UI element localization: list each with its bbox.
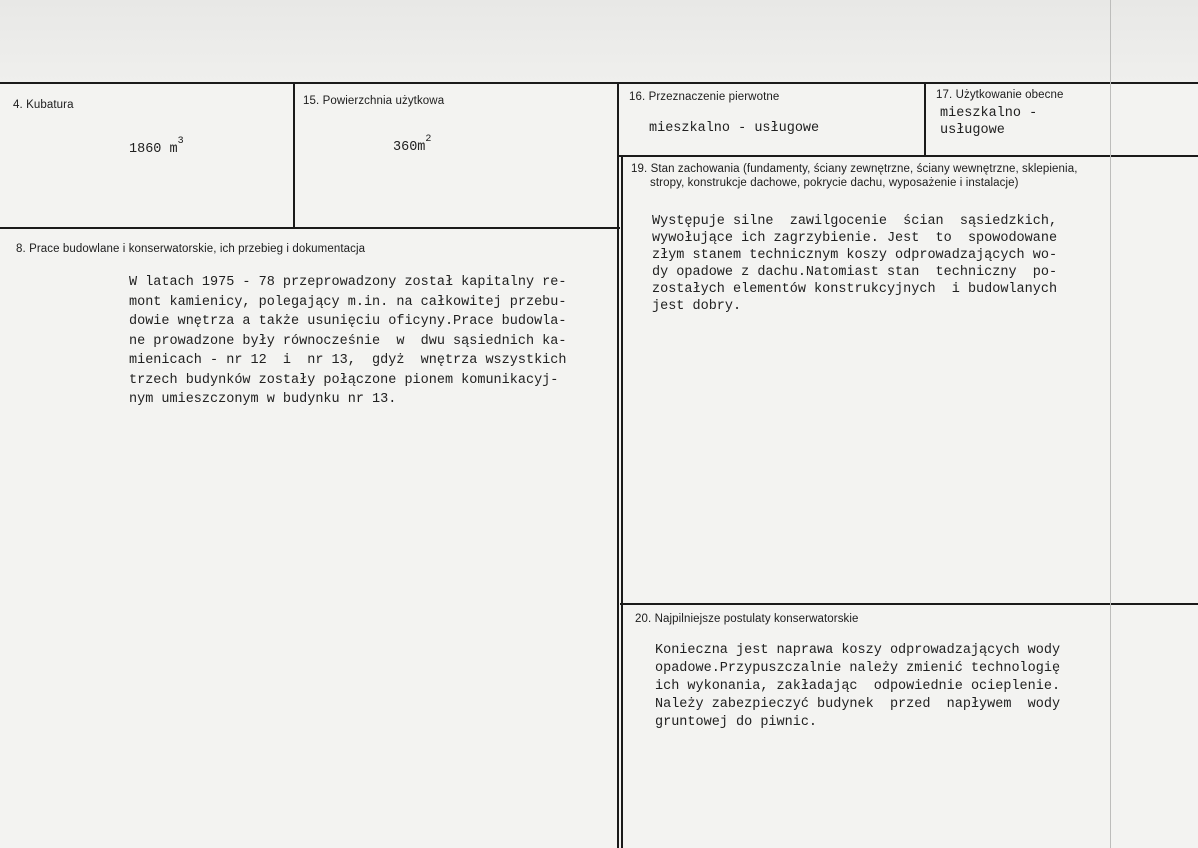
kubatura-value [129,136,184,161]
uzytkowanie-value-line-1: mieszkalno - [940,106,1038,121]
stan-line: dy opadowe z dachu.Natomiast stan techniczny po- [652,265,1058,280]
powierzchnia-number: 360m [393,140,426,155]
prace-line: ne prowadzone były równocześnie w dwu sąsiednich ka- [129,333,567,349]
uzytkowanie-label: 17. Użytkowanie obecne [936,89,1064,101]
stan-line: zostałych elementów konstrukcyjnych i budowlanych [652,282,1058,297]
divider-uzytkowanie [924,82,926,157]
prace-line: mienicach - nr 12 i nr 13, gdyż wnętrza wszystkich [129,353,567,368]
postulaty-line: gruntowej do piwnic. [655,715,818,730]
divider-center [617,82,619,848]
prace-line: mont kamienicy, polegający m.in. na całkowitej przebu- [129,294,567,310]
stan-label-line-2: stropy, konstrukcje dachowe, pokrycie dachu, wyposażenie i instalacje) [650,177,1019,189]
right-edge-line [1110,0,1111,848]
uzytkowanie-value-line-2: usługowe [940,123,1005,138]
stan-line: wywołujące ich zagrzybienie. Jest to spowodowane [652,231,1058,246]
postulaty-line: Należy zabezpieczyć budynek przed napływem wody [655,697,1061,712]
postulaty-label: 20. Najpilniejsze postulaty konserwatorskie [635,613,859,625]
prace-label: 8. Prace budowlane i konserwatorskie, ich przebieg i dokumentacja [16,243,366,255]
powierzchnia-label: 15. Powierzchnia użytkowa [303,95,445,107]
divider-kubatura [293,82,295,229]
prace-line: dowie wnętrza a także usunięciu oficyny.Prace budowla- [129,314,567,329]
kubatura-label: 4. Kubatura [13,99,74,111]
rule-below-area-fields [0,227,620,229]
powierzchnia-value [393,134,432,159]
stan-line: jest dobry. [652,299,742,314]
prace-line: W latach 1975 - 78 przeprowadzony został kapitalny re- [129,275,567,290]
postulaty-line: Konieczna jest naprawa koszy odprowadzających wody [655,643,1061,658]
kubatura-number: 1860 m [129,142,178,157]
page-top-margin [0,0,1198,82]
postulaty-line: opadowe.Przypuszczalnie należy zmienić technologię [655,661,1061,676]
powierzchnia-unit-exponent: 2 [425,134,432,145]
kubatura-unit-exponent: 3 [177,136,184,147]
rule-above-postulaty [620,603,1198,605]
przeznaczenie-label: 16. Przeznaczenie pierwotne [629,91,780,103]
postulaty-line: ich wykonania, zakładając odpowiednie ocieplenie. [655,679,1061,694]
stan-label-line-1: 19. Stan zachowania (fundamenty, ściany zewnętrzne, ściany wewnętrzne, sklepienia, [631,163,1078,175]
stan-line: Występuje silne zawilgocenie ścian sąsiedzkich, [652,214,1058,229]
stan-line: złym stanem technicznym koszy odprowadzających wo- [652,248,1058,263]
divider-center-second [621,155,623,848]
przeznaczenie-value: mieszkalno - usługowe [649,121,820,136]
prace-line: nym umieszczonym w budynku nr 13. [129,392,397,407]
form-top-rule [0,82,1198,84]
prace-line: trzech budynków zostały połączone pionem komunikacyj- [129,372,559,388]
